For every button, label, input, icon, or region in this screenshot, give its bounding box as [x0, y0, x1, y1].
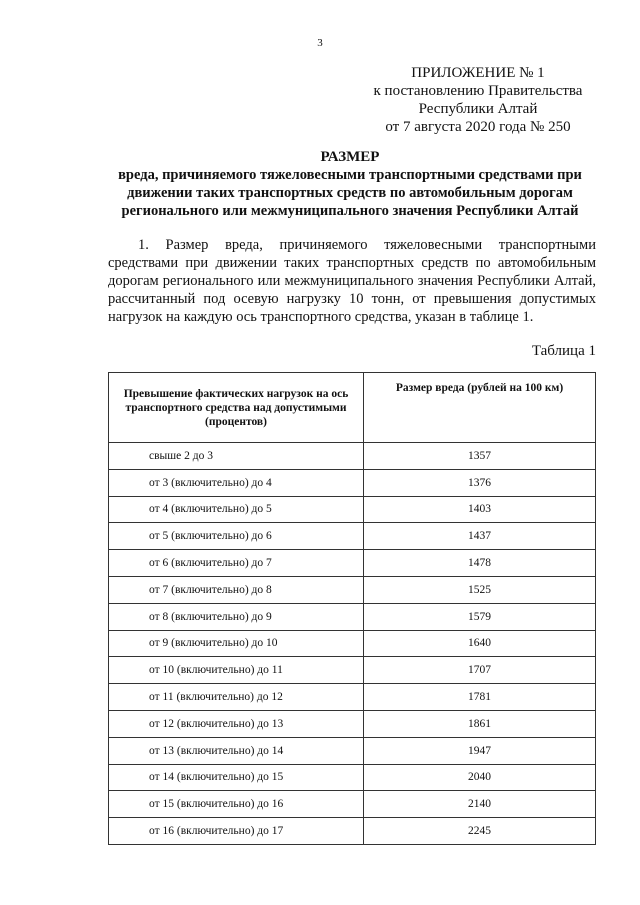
cell-load-excess: от 5 (включительно) до 6 [109, 523, 364, 550]
appendix-line-2: к постановлению Правительства [373, 83, 583, 99]
cell-load-excess: от 9 (включительно) до 10 [109, 630, 364, 657]
cell-load-excess: от 13 (включительно) до 14 [109, 737, 364, 764]
table-row [109, 630, 596, 657]
cell-load-excess: от 14 (включительно) до 15 [109, 764, 364, 791]
cell-load-excess: свыше 2 до 3 [109, 443, 364, 470]
appendix-block [360, 64, 596, 136]
cell-damage-amount: 2140 [364, 791, 596, 818]
cell-load-excess: от 12 (включительно) до 13 [109, 710, 364, 737]
header-damage-amount: Размер вреда (рублей на 100 км) [364, 373, 596, 443]
title-subtitle: вреда, причиняемого тяжеловесными транспортными средствами при движении таких транспортных средств по автомобильным дорогам регионального или межмуниципального значения Республики Алтай [118, 167, 582, 219]
cell-damage-amount: 1376 [364, 469, 596, 496]
cell-load-excess: от 3 (включительно) до 4 [109, 469, 364, 496]
cell-damage-amount: 1707 [364, 657, 596, 684]
cell-damage-amount: 1478 [364, 550, 596, 577]
page-number: 3 [317, 37, 323, 49]
table-header-row [109, 373, 596, 443]
appendix-line-4: от 7 августа 2020 года № 250 [385, 119, 571, 135]
cell-load-excess: от 6 (включительно) до 7 [109, 550, 364, 577]
appendix-line-1: ПРИЛОЖЕНИЕ № 1 [411, 65, 545, 81]
table-row [109, 737, 596, 764]
title-main: РАЗМЕР [320, 149, 380, 165]
cell-damage-amount: 1640 [364, 630, 596, 657]
cell-load-excess: от 15 (включительно) до 16 [109, 791, 364, 818]
table-row [109, 684, 596, 711]
damage-table [108, 372, 596, 845]
table-caption: Таблица 1 [531, 343, 596, 359]
table-row [109, 603, 596, 630]
document-title [95, 148, 605, 220]
cell-load-excess: от 10 (включительно) до 11 [109, 657, 364, 684]
cell-damage-amount: 1579 [364, 603, 596, 630]
cell-damage-amount: 1403 [364, 496, 596, 523]
table-row [109, 523, 596, 550]
table-row [109, 818, 596, 845]
table-row [109, 496, 596, 523]
cell-damage-amount: 1437 [364, 523, 596, 550]
table-row [109, 764, 596, 791]
cell-load-excess: от 8 (включительно) до 9 [109, 603, 364, 630]
cell-damage-amount: 2245 [364, 818, 596, 845]
table-body [109, 443, 596, 845]
table-row [109, 469, 596, 496]
table-row [109, 576, 596, 603]
cell-damage-amount: 1947 [364, 737, 596, 764]
cell-damage-amount: 1861 [364, 710, 596, 737]
paragraph-1: 1. Размер вреда, причиняемого тяжеловесными транспортными средствами при движении таких транспортных средств по автомобильным дорогам регионального или межмуниципального значения Республики Алтай, рассчитанный под осевую нагрузку 10 тонн, от превышения допустимых нагрузок на каждую ось транспортного средства, указан в таблице 1. [108, 237, 596, 325]
table-row [109, 657, 596, 684]
table-row [109, 550, 596, 577]
cell-load-excess: от 4 (включительно) до 5 [109, 496, 364, 523]
table-row [109, 710, 596, 737]
header-load-excess: Превышение фактических нагрузок на ось транспортного средства над допустимыми (процентов) [109, 373, 364, 443]
table-row [109, 791, 596, 818]
cell-load-excess: от 7 (включительно) до 8 [109, 576, 364, 603]
appendix-line-3: Республики Алтай [418, 101, 538, 117]
cell-damage-amount: 1525 [364, 576, 596, 603]
cell-damage-amount: 1781 [364, 684, 596, 711]
table-row [109, 443, 596, 470]
cell-damage-amount: 1357 [364, 443, 596, 470]
cell-load-excess: от 11 (включительно) до 12 [109, 684, 364, 711]
cell-load-excess: от 16 (включительно) до 17 [109, 818, 364, 845]
cell-damage-amount: 2040 [364, 764, 596, 791]
